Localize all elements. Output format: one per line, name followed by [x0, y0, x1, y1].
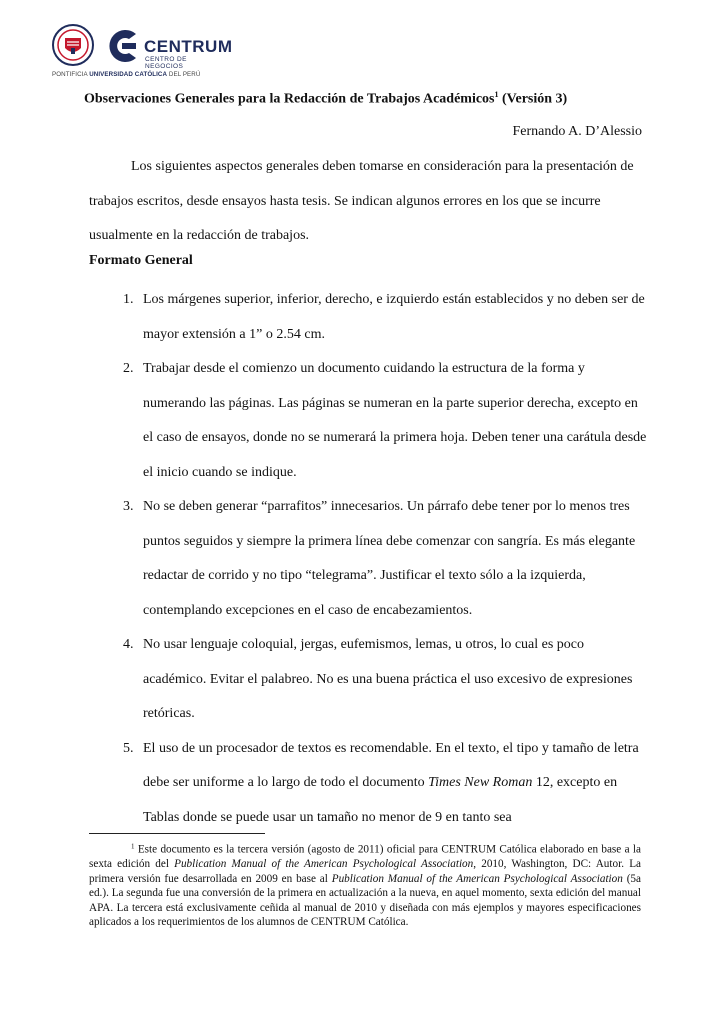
footnote-text-3: (5a ed.). La segunda fue una conversión de la primera en actualización a la nueva, en aquel momento, sexta edición del manual APA. La tercera está exclusivamente ceñida al manual de 2010 y diseñada con más ejemplos y mayores especificaciones aplicados a los requerimientos de los alumnos de CENTRUM Católica. — [89, 872, 641, 929]
title-version: (Versión 3) — [498, 91, 568, 107]
footnote-number: 1 — [131, 842, 135, 850]
list-item-text: No usar lenguaje coloquial, jergas, eufemismos, lemas, u otros, lo cual es poco académico. Evitar el palabreo. No es una buena práctica el uso excesivo de expresiones retóricas. — [143, 637, 633, 721]
list-item — [89, 628, 649, 732]
list-item — [89, 732, 649, 836]
footnote-emphasis-1: Publication Manual of the American Psychological Association — [174, 858, 474, 871]
footnote-indent — [89, 844, 135, 856]
university-name: UNIVERSIDAD CATÓLICA — [89, 71, 168, 78]
university-seal-icon — [52, 24, 94, 66]
header-logo — [52, 22, 233, 82]
list-item-text-b: 12, excepto en Tablas donde se puede usar un tamaño no menor de 9 en tanto sea — [143, 775, 618, 825]
author-name: Fernando A. D’Alessio — [512, 124, 642, 139]
document-title — [84, 90, 684, 108]
format-list — [89, 283, 649, 835]
section-heading: Formato General — [89, 253, 193, 268]
list-number: 4. — [123, 637, 134, 652]
list-item-text: No se deben generar “parrafitos” innecesarios. Un párrafo debe tener por lo menos tres puntos seguidos y siempre la primera línea debe comenzar con sangría. Es más elegante redactar de corrido y no tipo “telegrama”. Justificar el texto sólo a la izquierda, contemplando excepciones en el caso de encabezamientos. — [143, 499, 636, 618]
title-text: Observaciones Generales para la Redacción de Trabajos Académicos — [84, 91, 495, 107]
footnote-text-1: Este documento es la tercera versión (agosto de 2011) oficial para CENTRUM Católica elaborado en base a la sexta edición del — [89, 843, 641, 871]
list-number: 3. — [123, 499, 134, 514]
footnote-rule — [89, 833, 265, 834]
list-item — [89, 490, 649, 628]
list-number: 2. — [123, 361, 134, 376]
list-item — [89, 352, 649, 490]
intro-text: Los siguientes aspectos generales deben tomarse en consideración para la presentación de trabajos escritos, desde ensayos hasta tesis. Se indican algunos errores en los que se incurre usualmente en la redacción de trabajos. — [89, 159, 634, 243]
university-prefix: PONTIFICIA — [52, 71, 88, 78]
university-line — [52, 71, 200, 78]
footnote — [89, 839, 641, 930]
brand-subtitle: CENTRO DE NEGOCIOS — [145, 56, 187, 70]
list-item — [89, 283, 649, 352]
university-suffix: DEL PERÚ — [168, 71, 201, 78]
list-item-text: Trabajar desde el comienzo un documento cuidando la estructura de la forma y numerando las páginas. Las páginas se numeran en la parte superior derecha, excepto en el caso de ensayos, donde no se numerará la primera hoja. Deben tener una carátula desde el inicio cuando se indique. — [143, 361, 647, 480]
centrum-logo-icon — [102, 26, 142, 66]
list-number: 1. — [123, 292, 134, 307]
title-footnote-ref: 1 — [494, 90, 499, 99]
list-item-text-a: El uso de un procesador de textos es recomendable. En el texto, el tipo y tamaño de letra debe ser uniforme a lo largo de todo el documento — [143, 740, 639, 790]
footnote-text-2: , 2010, Washington, DC: Autor. La primera versión fue desarrollada en 2009 en base al — [89, 858, 641, 885]
footnote-emphasis-2: Publication Manual of the American Psychological Association — [331, 872, 623, 885]
list-item-emphasis: Times New Roman — [428, 775, 533, 790]
intro-paragraph — [89, 150, 649, 254]
list-number: 5. — [123, 740, 134, 756]
brand-name: CENTRUM — [144, 37, 233, 56]
list-item-text: Los márgenes superior, inferior, derecho, e izquierdo están establecidos y no deben ser de mayor extensión a 1” o 2.54 cm. — [143, 292, 645, 342]
